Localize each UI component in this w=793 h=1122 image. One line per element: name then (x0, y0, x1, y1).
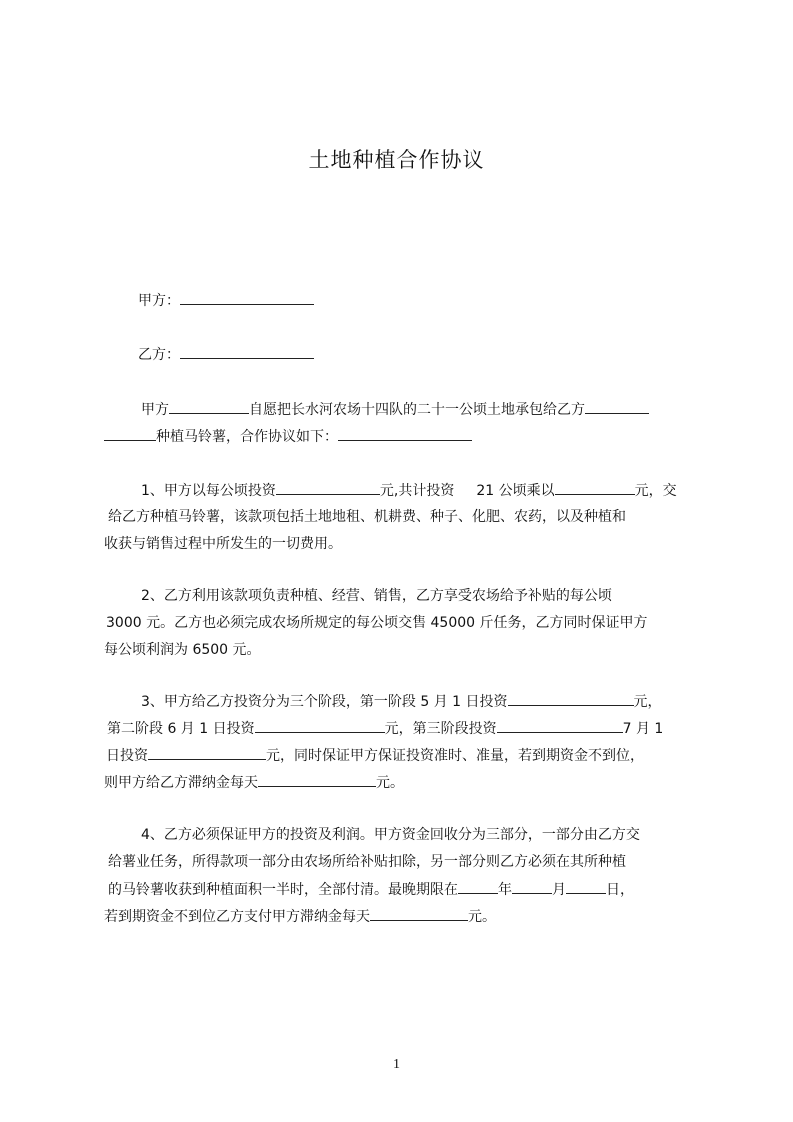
clause4-line-2: 给薯业任务，所得款项一部分由农场所给补贴扣除，另一部分则乙方必须在其所种植 (108, 854, 626, 870)
clause4-text-b: 若到期资金不到位乙方支付甲方滞纳金每天 (104, 909, 370, 925)
clause3-line-4 (104, 772, 404, 793)
party-b-line (138, 344, 314, 365)
clause2-line-3: 每公顷利润为 6500 元。 (104, 642, 261, 658)
clause3-blank-2 (255, 718, 385, 733)
intro-blank-4 (338, 426, 472, 441)
clause3-line-2 (107, 718, 663, 739)
clause1-text-a: 1、甲方以每公顷投资 (141, 483, 276, 499)
clause4-blank-month (512, 879, 552, 894)
clause1-line-2: 给乙方种植马铃薯，该款项包括土地地租、机耕费、种子、化肥、农药，以及种植和 (108, 509, 626, 525)
clause1-line-3: 收获与销售过程中所发生的一切费用。 (104, 536, 342, 552)
clause1-text-c: 21 公顷乘以 (476, 483, 555, 499)
intro-text-a: 甲方 (141, 402, 169, 418)
intro-text-c: 种植马铃薯，合作协议如下： (156, 429, 338, 445)
clause3-blank-5 (258, 772, 376, 787)
clause3-text-a: 3、甲方给乙方投资分为三个阶段，第一阶段 5 月 1 日投资 (141, 694, 508, 710)
clause4-text-month: 月 (552, 882, 566, 898)
clause4-line-1: 4、乙方必须保证甲方的投资及利润。甲方资金回收分为三部分，一部分由乙方交 (141, 827, 640, 843)
clause3-text-g: 元，同时保证甲方保证投资准时、准量，若到期资金不到位， (266, 748, 644, 764)
party-a-blank (180, 290, 314, 305)
clause4-line-4 (104, 906, 496, 927)
clause4-text-c: 元。 (468, 909, 496, 925)
clause1-text-d: 元，交 (634, 483, 677, 499)
clause3-line-3 (106, 745, 644, 766)
clause3-text-d: 元，第三阶段投资 (384, 721, 497, 737)
clause4-line-3 (108, 879, 634, 900)
clause2-line-2: 3000 元。乙方也必须完成农场所规定的每公顷交售 45000 斤任务，乙方同时保证甲方 (106, 615, 648, 631)
intro-line-2 (104, 426, 472, 447)
clause3-blank-4 (148, 745, 266, 760)
clause3-line-1 (141, 691, 662, 712)
clause1-line-1 (141, 480, 677, 501)
intro-blank-3 (104, 426, 156, 441)
party-a-label: 甲方： (138, 293, 180, 309)
clause4-blank-day (566, 879, 606, 894)
clause3-blank-1 (508, 691, 634, 706)
party-b-blank (180, 344, 314, 359)
party-a-line (138, 290, 314, 311)
clause3-text-h: 则甲方给乙方滞纳金每天 (104, 775, 258, 791)
clause1-text-b: 元,共计投资 (379, 483, 455, 499)
party-b-label: 乙方： (138, 347, 180, 363)
clause3-text-b: 元， (633, 694, 662, 710)
clause3-blank-3 (497, 718, 623, 733)
clause1-blank-2 (555, 480, 635, 495)
clause4-blank-fee (370, 906, 468, 921)
clause2-line-1: 2、乙方利用该款项负责种植、经营、销售，乙方享受农场给予补贴的每公顷 (141, 588, 612, 604)
clause3-text-c: 第二阶段 6 月 1 日投资 (107, 721, 255, 737)
clause4-text-year: 年 (498, 882, 512, 898)
intro-text-b: 自愿把长水河农场十四队的二十一公顷土地承包给乙方 (249, 402, 585, 418)
intro-line-1 (141, 399, 649, 420)
clause4-text-day: 日， (606, 882, 634, 898)
clause3-text-e: 7 月 1 (622, 721, 664, 737)
clause3-text-i: 元。 (376, 775, 404, 791)
clause4-text-a: 的马铃薯收获到种植面积一半时，全部付清。最晚期限在 (108, 882, 458, 898)
page-number: 1 (393, 1057, 400, 1072)
clause4-blank-year (458, 879, 498, 894)
clause1-blank-1 (276, 480, 380, 495)
clause3-text-f: 日投资 (106, 748, 148, 764)
intro-blank-2 (585, 399, 649, 414)
intro-blank-1 (169, 399, 249, 414)
document-title: 土地种植合作协议 (308, 148, 485, 172)
